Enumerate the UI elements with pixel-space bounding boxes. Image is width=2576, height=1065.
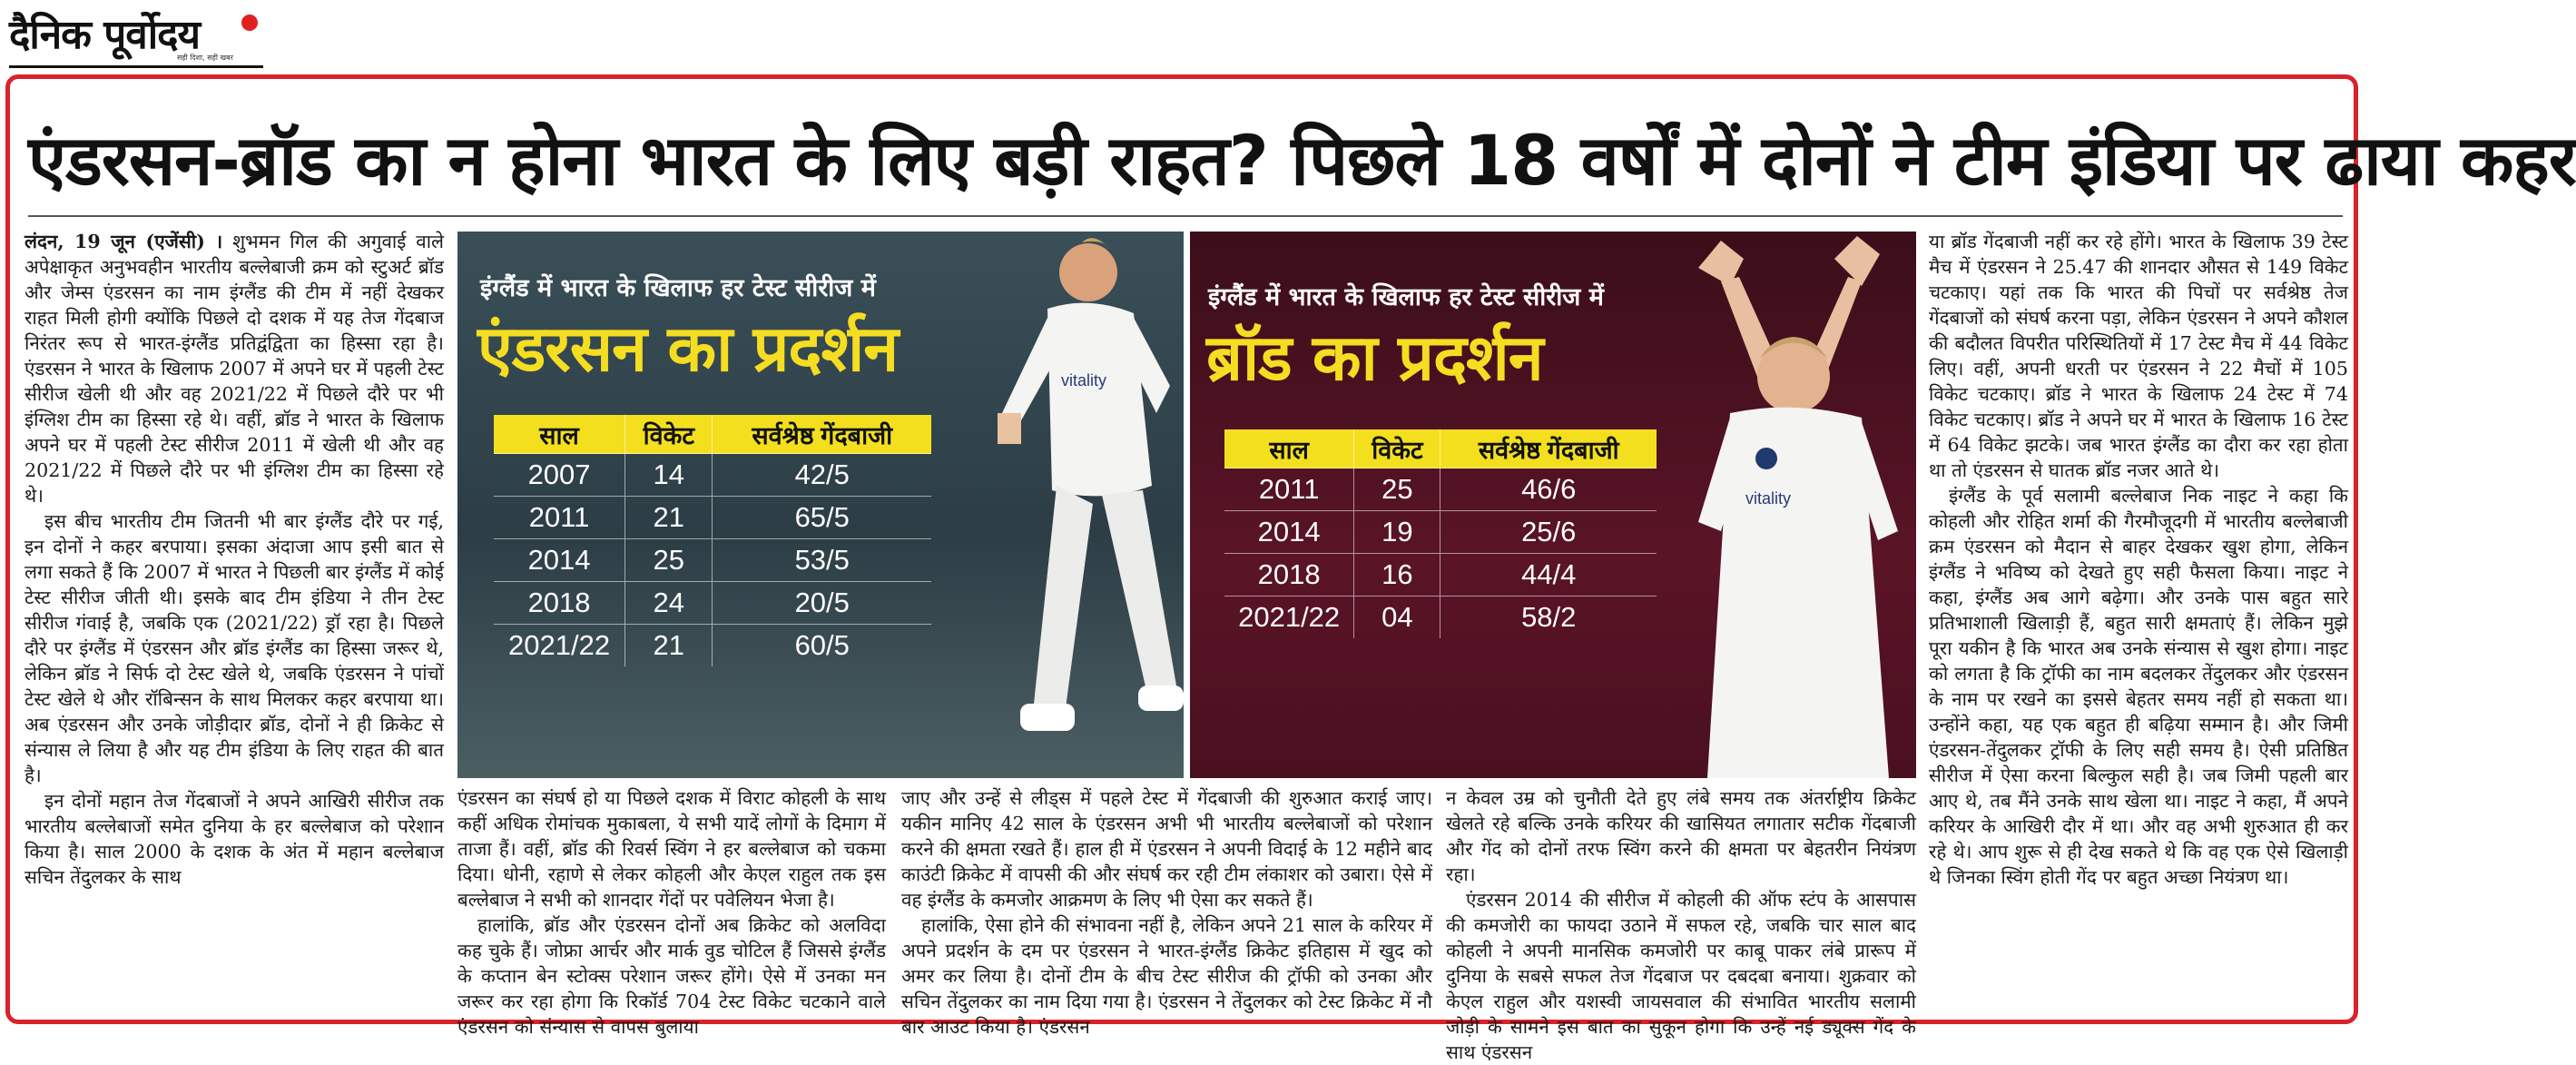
masthead-name: दैनिक पूर्वोदय (9, 12, 201, 58)
article-column-4 (1446, 785, 1916, 1063)
header-year: साल (1224, 429, 1354, 468)
table-row (1224, 554, 1657, 597)
table-row (1224, 511, 1657, 554)
table-row (1224, 468, 1657, 511)
anderson-stats-table (494, 415, 931, 666)
cell-best: 42/5 (713, 454, 931, 497)
cell-best: 44/4 (1440, 554, 1657, 597)
cell-wickets: 14 (625, 454, 713, 497)
cell-year: 2007 (494, 454, 625, 497)
cell-best: 20/5 (713, 582, 931, 625)
broad-stats-table (1224, 429, 1657, 638)
table-header-row (494, 415, 931, 454)
anderson-title: एंडरसन का प्रदर्शन (477, 311, 899, 386)
article-frame (5, 74, 2576, 1063)
table-row (494, 539, 931, 582)
table-row (494, 497, 931, 539)
article-paragraph: जाए और उन्हें से लीड्स में पहले टेस्ट में गेंदबाजी की शुरुआत कराई जाए। यकीन मानिए 42 साल के एंडरसन अभी भी भारतीय बल्लेबाजों को परेशान करने की क्षमता रखते हैं। हाल ही में एंडरसन ने अपनी विदाई के 12 महीने बाद काउंटी क्रिकेट में वापसी की और संघर्ष कर रही टीम लंकाशर को उबारा। ऐसे में वह इंग्लैंड के कमजोर आक्रमण के लिए भी ऐसा कर सकते हैं। (901, 787, 1432, 911)
article-paragraph: हालांकि, ऐसा होने की संभावना नहीं है, लेकिन अपने 21 साल के करियर में अपने प्रदर्शन के दम पर एंडरसन ने भारत-इंग्लैंड क्रिकेट इतिहास में खुद को अमर कर लिया है। दोनों टीम के बीच टेस्ट सीरीज की ट्रॉफी को उनका और सचिन तेंदुलकर का नाम दिया गया है। एंडरसन ने तेंदुलकर को टेस्ट क्रिकेट में नौ बार आउट किया है। एंडरसन (901, 914, 1432, 1038)
article-paragraph: इस बीच भारतीय टीम जितनी भी बार इंग्लैंड दौरे पर गई, इन दोनों ने कहर बरपाया। इसका अंदाजा आप इसी बात से लगा सकते हैं कि 2007 में भारत ने पिछली बार इंग्लैंड में कोई टेस्ट सीरीज जीती थी। इसके बाद टीम इंडिया ने तीन टेस्ट सीरीज गंवाई है, जबकि एक (2021/22) ड्रॉ रहा है। पिछले दौरे पर इंग्लैंड में एंडरसन और ब्रॉड इंग्लैंड का हिस्सा जरूर थे, लेकिन ब्रॉड ने सिर्फ दो टेस्ट खेले थे, जबकि एंडरसन ने पांचों टेस्ट खेले थे और रॉबिन्सन के साथ मिलकर कहर बरपाया था। अब एंडरसन और उनके जोड़ीदार ब्रॉड, दोनों ने ही क्रिकेट से संन्यास ले लिया है और यह टीम इंडिया के लिए राहत की बात है। (25, 510, 444, 786)
cell-best: 65/5 (713, 497, 931, 539)
cell-best: 25/6 (1440, 511, 1657, 554)
anderson-stats-graphic (457, 232, 1184, 778)
cell-year: 2018 (1224, 554, 1354, 597)
cell-year: 2011 (1224, 468, 1354, 511)
table-row (494, 625, 931, 667)
cell-wickets: 25 (625, 539, 713, 582)
anderson-subtitle: इंग्लैंड में भारत के खिलाफ हर टेस्ट सीरीज में (480, 274, 876, 302)
table-row (494, 582, 931, 625)
anderson-player-figure (966, 232, 1184, 778)
cell-wickets: 04 (1354, 597, 1440, 639)
paragraph-text: शुभमन गिल की अगुवाई वाले अपेक्षाकृत अनुभवहीन भारतीय बल्लेबाजी क्रम को स्टुअर्ट ब्रॉड और जेम्स एंडरसन का नाम इंग्लैंड की टीम में नहीं देखकर राहत मिली होगी क्योंकि पिछले दो दशक में यह तेज गेंदबाज निरंतर रूप से भारत-इंग्लैंड प्रतिद्वंद्विता का हिस्सा रहा है। एंडरसन ने भारत के खिलाफ 2007 में अपने घर में पहली टेस्ट सीरीज खेली थी और वह 2021/22 में पिछले दौरे पर भी इंग्लिश टीम का हिस्सा रहे थे। वहीं, ब्रॉड ने भारत के खिलाफ अपने घर में पहली टेस्ट सीरीज 2011 में खेली थी और वह 2021/22 में पिछले दौरे पर भी इंग्लिश टीम का हिस्सा रहे थे। (25, 231, 445, 507)
header-best-bowling: सर्वश्रेष्ठ गेंदबाजी (1440, 429, 1657, 468)
cell-year: 2014 (1224, 511, 1354, 554)
header-year: साल (494, 415, 625, 454)
article-paragraph: इन दोनों महान तेज गेंदबाजों ने अपने आखिरी सीरीज तक भारतीय बल्लेबाजों समेत दुनिया के हर बल्लेबाज को परेशान किया है। साल 2000 के दशक के अंत में महान बल्लेबाज सचिन तेंदुलकर के साथ (25, 790, 444, 888)
masthead (9, 5, 263, 65)
svg-text:vitality: vitality (1745, 489, 1792, 508)
cell-wickets: 19 (1354, 511, 1440, 554)
masthead-dot-icon (241, 15, 258, 31)
cell-wickets: 25 (1354, 468, 1440, 511)
cell-best: 53/5 (713, 539, 931, 582)
masthead-underline (9, 65, 263, 68)
masthead-tagline: सही दिशा, सही खबर (177, 54, 233, 62)
article-column-3 (901, 785, 1432, 1038)
cell-year: 2011 (494, 497, 625, 539)
article-paragraph: हालांकि, ब्रॉड और एंडरसन दोनों अब क्रिकेट को अलविदा कह चुके हैं। जोफ्रा आर्चर और मार्क वुड चोटिल हैं जिससे इंग्लैंड के कप्तान बेन स्टोक्स परेशान जरूर होंगे। ऐसे में उनका मन जरूर कर रहा होगा कि रिकॉर्ड 704 टेस्ट विकेट चटकाने वाले एंडरसन को संन्यास से वापस बुलाया (457, 914, 886, 1038)
cell-year: 2021/22 (494, 625, 625, 667)
article-column-1 (25, 229, 444, 1010)
broad-player-figure (1644, 232, 1916, 778)
cell-wickets: 16 (1354, 554, 1440, 597)
cell-wickets: 21 (625, 625, 713, 667)
cell-year: 2014 (494, 539, 625, 582)
cell-best: 58/2 (1440, 597, 1657, 639)
headline-divider (28, 215, 2343, 217)
header-wickets: विकेट (1354, 429, 1440, 468)
cell-best: 46/6 (1440, 468, 1657, 511)
article-headline: एंडरसन-ब्रॉड का न होना भारत के लिए बड़ी राहत? पिछले 18 वर्षों में दोनों ने टीम इंडिया पर ढाया कहर (28, 120, 2576, 201)
table-row (1224, 597, 1657, 639)
cell-wickets: 21 (625, 497, 713, 539)
header-wickets: विकेट (625, 415, 713, 454)
article-paragraph: न केवल उम्र को चुनौती देते हुए लंबे समय तक अंतर्राष्ट्रीय क्रिकेट खेलते रहे बल्कि उनके करियर की खासियत लगातार सटीक गेंदबाजी और गेंद को दोनों तरफ स्विंग करने की क्षमता पर बेहतरीन नियंत्रण रहा। (1446, 787, 1916, 885)
svg-text:vitality: vitality (1061, 371, 1107, 390)
cell-wickets: 24 (625, 582, 713, 625)
cell-year: 2018 (494, 582, 625, 625)
article-paragraph: एंडरसन 2014 की सीरीज में कोहली की ऑफ स्टंप के आसपास की कमजोरी का फायदा उठाने में सफल रहे, जबकि चार साल बाद कोहली ने अपनी मानसिक कमजोरी पर काबू पाकर लंबे प्रारूप में दुनिया के सबसे सफल तेज गेंदबाज पर दबदबा बनाया। शुक्रवार को केएल राहुल और यशस्वी जायसवाल की संभावित भारतीय सलामी जोड़ी के सामने इस बात का सुकून होगा कि उन्हें नई ड्यूक्स गेंद के साथ एंडरसन (1446, 889, 1916, 1063)
article-paragraph (25, 229, 444, 508)
broad-subtitle: इंग्लैंड में भारत के खिलाफ हर टेस्ट सीरीज में (1208, 283, 1604, 311)
header-best-bowling: सर्वश्रेष्ठ गेंदबाजी (713, 415, 931, 454)
article-column-5 (1929, 229, 2348, 1010)
dateline: लंदन, 19 जून (एजेंसी) । (25, 231, 223, 252)
article-paragraph: इंग्लैंड के पूर्व सलामी बल्लेबाज निक नाइट ने कहा कि कोहली और रोहित शर्मा की गैरमौजूदगी में भारतीय बल्लेबाजी क्रम एंडरसन को मैदान से बाहर देखकर खुश होगा, लेकिन इंग्लैंड ने भविष्य को देखते हुए सही फैसला किया। नाइट ने कहा, इंग्लैंड अब आगे बढ़ेगा। और उनके पास बहुत सारे प्रतिभाशाली खिलाड़ी हैं, बहुत सारी क्षमताएं हैं। लेकिन मुझे पूरा यकीन है कि भारत अब उनके संन्यास से खुश होगा। नाइट को लगता है कि ट्रॉफी का नाम बदलकर तेंदुलकर और एंडरसन के नाम पर रखने का इससे बेहतर समय नहीं हो सकता था। उन्होंने कहा, यह एक बहुत ही बढ़िया सम्मान है। और जिमी एंडरसन-तेंदुलकर ट्रॉफी के लिए सही समय है। ऐसी प्रतिष्ठित सीरीज में ऐसा करना बिल्कुल सही है। जब जिमी पहली बार आए थे, तब मैंने उनके साथ खेला था। नाइट ने कहा, मैं अपने करियर के आखिरी दौर में था। और वह अभी शुरुआत ही कर रहे थे। आप शुरू से ही देख सकते थे कि वह एक ऐसे खिलाड़ी थे जिनका स्विंग होती गेंद पर बहुत अच्छा नियंत्रण था। (1929, 485, 2348, 888)
cell-best: 60/5 (713, 625, 931, 667)
table-row (494, 454, 931, 497)
article-paragraph: एंडरसन का संघर्ष हो या पिछले दशक में विराट कोहली के साथ कहीं अधिक रोमांचक मुकाबला, ये सभी यादें लोगों के दिमाग में ताजा हैं। वहीं, ब्रॉड की रिवर्स स्विंग ने हर बल्लेबाज को चकमा दिया। धोनी, रहाणे से लेकर कोहली और केएल राहुल तक इस बल्लेबाज ने सभी को शानदार गेंदों पर पवेलियन भेजा है। (457, 787, 886, 911)
broad-stats-graphic (1190, 232, 1916, 778)
table-header-row (1224, 429, 1657, 468)
broad-title: ब्रॉड का प्रदर्शन (1206, 320, 1543, 395)
article-paragraph: या ब्रॉड गेंदबाजी नहीं कर रहे होंगे। भारत के खिलाफ 39 टेस्ट मैच में एंडरसन ने 25.47 की शानदार औसत से 149 विकेट चटकाए। यहां तक कि भारत की पिचों पर सर्वश्रेष्ठ तेज गेंदबाजों को संघर्ष करना पड़ा, लेकिन एंडरसन ने अपने कौशल की बदौलत विपरीत परिस्थितियों में 17 टेस्ट मैच में 44 विकेट लिए। वहीं, अपनी धरती पर एंडरसन ने 22 मैचों में 105 विकेट चटकाए। ब्रॉड ने भारत के खिलाफ 24 टेस्ट में 74 विकेट चटकाए। ब्रॉड ने अपने घर में भारत के खिलाफ 16 टेस्ट में 64 विकेट झटके। जब भारत इंग्लैंड का दौरा कर रहा होता था तो एंडरसन से घातक ब्रॉड नजर आते थे। (1929, 231, 2348, 481)
article-column-2 (457, 785, 886, 1038)
cell-year: 2021/22 (1224, 597, 1354, 639)
